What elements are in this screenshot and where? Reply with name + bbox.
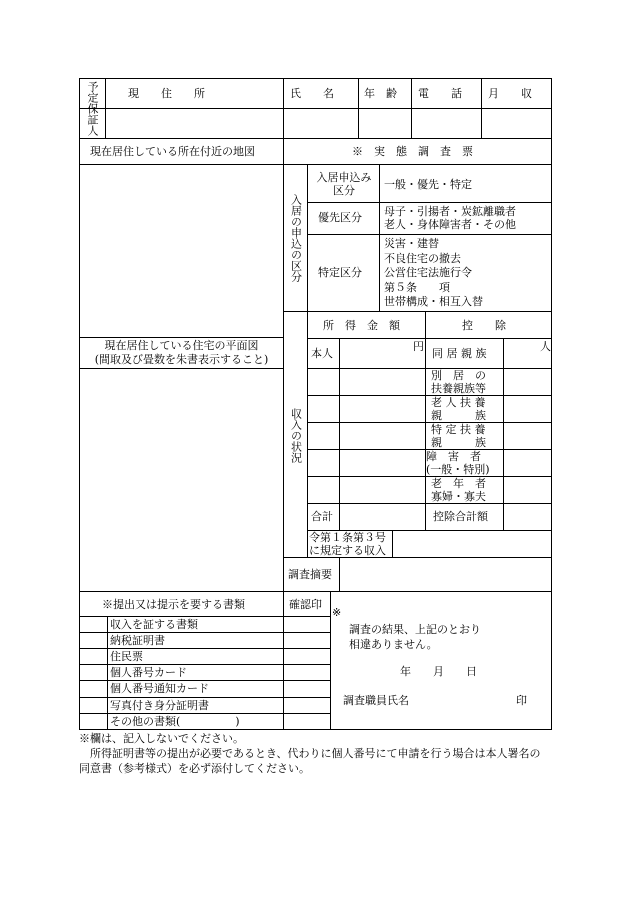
name-label: 氏 名 bbox=[290, 87, 334, 100]
income-status-label: 収入の状況 bbox=[289, 407, 303, 463]
confirmation-date: 年 月 日 bbox=[400, 665, 477, 678]
note-line: ※欄は、記入しないでください。 bbox=[79, 732, 244, 745]
deduction-item: 老 年 者 寡婦・寡夫 bbox=[431, 477, 486, 503]
survey-summary-label: 調査摘要 bbox=[288, 568, 332, 581]
phone-label: 電 話 bbox=[418, 87, 462, 100]
deduction-item: 老 人 扶 養 親 族 bbox=[431, 396, 486, 422]
confirmation-text: 調査の結果、上記のとおり 相違ありません。 bbox=[349, 623, 481, 651]
deduction-item: 同 居 親 族 bbox=[432, 347, 487, 360]
category-row-value: 一般・優先・特定 bbox=[384, 178, 472, 191]
deduction-item: 特 定 扶 養 親 族 bbox=[431, 423, 486, 449]
confirmation-mark: ※ bbox=[332, 606, 342, 619]
document-item: 個人番号カード bbox=[110, 666, 187, 679]
application-category-label: 入居の申込の区分 bbox=[289, 194, 303, 282]
confirm-seal-label: 確認印 bbox=[289, 598, 322, 611]
category-row-value: 災害・建替 不良住宅の撤去 公営住宅法施行令 第５条 項 世帯構成・相互入替 bbox=[384, 237, 483, 308]
floorplan-label: 現在居住している住宅の平面図 (間取及び畳数を朱書表示すること) bbox=[94, 339, 269, 366]
total-label: 合計 bbox=[311, 510, 333, 523]
rule-income-label: 令第１条第３号 に規定する収入 bbox=[309, 531, 386, 557]
persons-unit: 人 bbox=[540, 340, 551, 353]
deduction-item: 障 害 者 (一般・特別) bbox=[426, 450, 490, 476]
document-item: 個人番号通知カード bbox=[110, 682, 209, 695]
note-line: 所得証明書等の提出が必要であるとき、代わりに個人番号にて申請を行う場合は本人署名の bbox=[79, 747, 541, 760]
deduction-total-label: 控除合計額 bbox=[433, 510, 488, 523]
document-item: その他の書類( ) bbox=[110, 715, 240, 728]
deduction-header: 控 除 bbox=[462, 319, 506, 332]
category-row-value: 母子・引揚者・炭鉱離職者 老人・身体障害者・その他 bbox=[384, 205, 516, 231]
guarantor-label: 予定保証人 bbox=[86, 81, 99, 136]
document-item: 住民票 bbox=[110, 650, 143, 663]
deduction-item: 別 居 の 扶養親族等 bbox=[431, 369, 486, 395]
survey-title: ※ 実 態 調 査 票 bbox=[352, 145, 473, 158]
document-item: 写真付き身分証明書 bbox=[110, 699, 209, 712]
income-label: 月 収 bbox=[488, 87, 532, 100]
category-row-label: 特定区分 bbox=[318, 266, 362, 279]
yen-unit: 円 bbox=[413, 340, 424, 353]
document-item: 収入を証する書類 bbox=[110, 618, 198, 631]
income-header: 所 得 金 額 bbox=[323, 319, 400, 332]
officer-seal: 印 bbox=[516, 694, 527, 707]
category-row-label: 入居申込み区分 bbox=[316, 171, 372, 197]
self-label: 本人 bbox=[311, 347, 333, 360]
map-label: 現在居住している所在付近の地図 bbox=[90, 145, 255, 158]
document-item: 納税証明書 bbox=[110, 634, 165, 647]
officer-name-label: 調査職員氏名 bbox=[343, 694, 409, 707]
note-line: 同意書（参考様式）を必ず添付してください。 bbox=[79, 762, 310, 775]
age-label: 年 齢 bbox=[364, 87, 397, 100]
documents-title: ※提出又は提示を要する書類 bbox=[102, 598, 245, 611]
address-label: 現 住 所 bbox=[128, 87, 205, 100]
category-row-label: 優先区分 bbox=[318, 211, 362, 224]
